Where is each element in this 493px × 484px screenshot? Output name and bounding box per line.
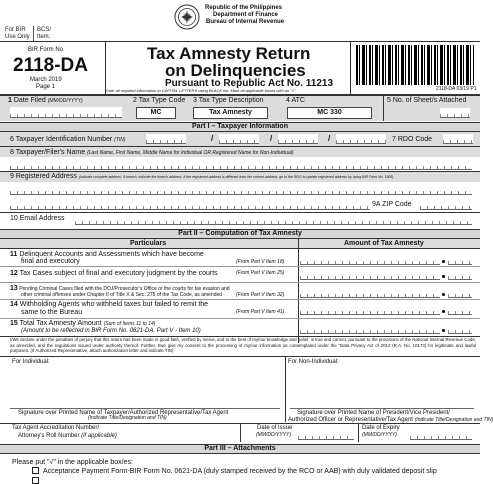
item-14-amount-field[interactable] <box>300 303 440 315</box>
rdo-code-label: 7 RDO Code <box>392 136 433 143</box>
item-15-total-field[interactable] <box>300 322 440 334</box>
item-12-text: 12 Tax Cases subject of final and executory judgment by the courts <box>10 270 218 277</box>
part1-header: Part I – Taxpayer Information <box>0 122 480 132</box>
individual-signature-area[interactable] <box>10 367 280 407</box>
email-field[interactable] <box>75 213 472 225</box>
item-12-amount-field[interactable] <box>300 268 440 280</box>
attachment-checkbox-2[interactable] <box>32 477 39 484</box>
for-bir-use-label-2: Use Only <box>5 34 30 40</box>
atc-label: 4 ATC <box>286 97 305 104</box>
date-of-expiry-field[interactable] <box>410 428 472 440</box>
individual-signature-caption: Signature over Printed Name of Taxpayer/Authorized Representative/Tax Agent <box>18 410 229 416</box>
sheets-attached-label: 5 No. of Sheet/s Attached <box>387 97 467 104</box>
tin-separator: / <box>270 134 273 143</box>
date-of-issue-field[interactable] <box>298 428 354 440</box>
form-date: March 2019 <box>30 77 62 83</box>
form-title-line1: Tax Amnesty Return <box>147 44 311 63</box>
item-label: Item: <box>37 34 51 40</box>
item-11-centavos-field[interactable] <box>448 253 472 265</box>
part3-header: Part III – Attachments <box>0 444 480 454</box>
barcode-image <box>356 45 474 85</box>
non-individual-signature-area[interactable] <box>290 367 474 407</box>
form-number: 2118-DA <box>13 55 88 76</box>
tin-separator: / <box>328 134 331 143</box>
date-filed-label: 1 Date Filed (MM/DD/YYYY) <box>8 97 83 104</box>
item-14-text-2: same to the Bureau <box>21 309 83 316</box>
attachments-instruction: Please put "√" in the applicable box/es: <box>12 459 133 466</box>
item-14-centavos-field[interactable] <box>448 303 472 315</box>
bir-seal-logo <box>174 4 200 30</box>
rdo-code-field[interactable] <box>443 134 473 144</box>
taxpayer-name-field[interactable] <box>10 158 472 170</box>
zip-code-field[interactable] <box>420 198 472 210</box>
item-14-ref: (From Part V Item 41) <box>236 309 285 315</box>
barcode-code: 2118-DA 03/19 P1 <box>436 86 477 92</box>
part2-header: Part II – Computation of Tax Amnesty <box>0 229 480 239</box>
date-issue-label: Date of Issue <box>257 425 293 431</box>
date-expiry-label: Date of Expiry <box>362 425 400 431</box>
name-label: 8 Taxpayer/Filer's Name (Last Name, First Name, Middle Name for Individual OR Registered Name for Non-Individual) <box>10 149 294 156</box>
tin-field-3[interactable] <box>278 134 318 144</box>
item-14-text: 14 Withholding Agents who withheld taxes but failed to remit the <box>10 301 209 308</box>
date-issue-format: (MM/DD/YYYY) <box>256 432 291 438</box>
form-instruction: Enter all required information in CAPITAL LETTERS using BLACK ink. Mark all applicable boxes with an "√". <box>105 88 297 93</box>
tin-field-1[interactable] <box>146 134 186 144</box>
for-bir-use-label: For BIR <box>5 27 26 33</box>
form-subtitle: Pursuant to Republic Act No. 11213 <box>165 78 334 89</box>
particulars-header: Particulars <box>130 240 167 247</box>
tax-type-description-field: Tax Amnesty <box>193 107 268 119</box>
form-title-line2: on Delinquencies <box>165 61 306 80</box>
item-11-ref: (From Part V Item 18) <box>236 259 285 265</box>
tax-type-code-field: MC <box>136 107 176 119</box>
item-13-text: 13 Pending Criminal Cases filed with the DOJ/Prosecutor's Office or the courts for tax evasion and <box>10 285 230 292</box>
date-expiry-format: (MM/DD/YYYY) <box>362 432 397 438</box>
zip-code-label: 9A ZIP Code <box>372 201 412 208</box>
tin-label: 6 Taxpayer Identification Number (TIN) <box>10 136 126 143</box>
tax-type-label: 2 Tax Type Code <box>133 97 186 104</box>
for-non-individual-label: For Non-Individual: <box>288 359 339 365</box>
sheets-attached-field[interactable] <box>440 108 470 118</box>
email-label: 10 Email Address <box>10 215 65 222</box>
tax-desc-label: 3 Tax Type Description <box>193 97 264 104</box>
bcs-label: BCS/ <box>37 27 52 33</box>
tin-field-2[interactable] <box>219 134 259 144</box>
item-13-text-2: other criminal offenses under Chapter II of Title X & Sec. 275 of the Tax Code, as amended <box>21 292 223 298</box>
attachment-item-1: Acceptance Payment Form-BIR Form No. 0621-DA (duly stamped received by the RCO or AAB) with duly validated deposit slip <box>43 468 437 475</box>
individual-signature-hint: (Indicate Title/Designation and TIN) <box>88 415 167 421</box>
date-filed-field[interactable] <box>10 107 122 118</box>
item-15-centavos-field[interactable] <box>448 322 472 334</box>
address-label: 9 Registered Address (Indicate complete address. If branch, indicate the branch address. If the registered address is different from the current address, go to the RDO to update registered address by using BIR Form No. 1905) <box>10 173 394 180</box>
item-11-text: 11 Delinquent Accounts and Assessments which have become <box>10 251 204 258</box>
accreditation-label-2: Attorney's Roll Number (if applicable) <box>18 433 117 439</box>
tin-separator: / <box>211 134 214 143</box>
declaration-text: I/We declare under the penalties of perjury that this return has been made in good faith, verified by me/us, and to the best of my/our knowledge and belief, is true and correct, pursuant to the provisions of the National Internal Revenue Code, as amended, and the regulations issued under authority thereof. Further, I/we give my consent to the processing of my/our information as contemplated under the "Data Privacy Act of 2012 (R.A. No. 10173) for legitimate and lawful purposes. (If Authorized Representative, attach authorization letter and indicate TIN) <box>10 337 476 354</box>
item-13-centavos-field[interactable] <box>448 286 472 298</box>
for-individual-label: For Individual: <box>12 359 50 365</box>
address-field-2[interactable] <box>10 198 370 210</box>
item-11-amount-field[interactable] <box>300 253 440 265</box>
item-12-centavos-field[interactable] <box>448 268 472 280</box>
non-individual-signature-caption: Signature over Printed Name of President/Vice President/ <box>297 410 450 416</box>
bureau-text: Bureau of Internal Revenue <box>206 19 285 25</box>
item-11-text-2: final and executory <box>21 258 80 265</box>
address-field-1[interactable] <box>10 183 472 195</box>
item-15-text: 15 Total Tax Amnesty Amount (Sum of Items 11 to 14) <box>10 320 156 327</box>
tin-branch-field[interactable] <box>336 134 386 144</box>
item-13-amount-field[interactable] <box>300 286 440 298</box>
item-12-ref: (From Part V Item 25) <box>236 270 285 276</box>
accreditation-label: Tax Agent Accreditation Number/ <box>12 425 100 431</box>
non-individual-signature-caption-2: Authorized Officer or Representative/Tax Agent (Indicate Title/Designation and TIN) <box>288 417 493 423</box>
amount-header: Amount of Tax Amnesty <box>344 240 424 247</box>
item-15-text-2: (Amount to be reflected in BIR Form No. 0621-DA, Part V - Item 10) <box>21 328 201 334</box>
form-no-label: BIR Form No. <box>28 47 65 53</box>
atc-field: MC 330 <box>287 107 372 119</box>
attachment-checkbox-1[interactable] <box>32 467 39 474</box>
item-13-ref: (From Part V Item 32) <box>236 292 285 298</box>
page-number: Page 1 <box>36 84 56 90</box>
republic-text: Republic of the Philippines <box>205 5 283 11</box>
department-text: Department of Finance <box>213 12 279 18</box>
